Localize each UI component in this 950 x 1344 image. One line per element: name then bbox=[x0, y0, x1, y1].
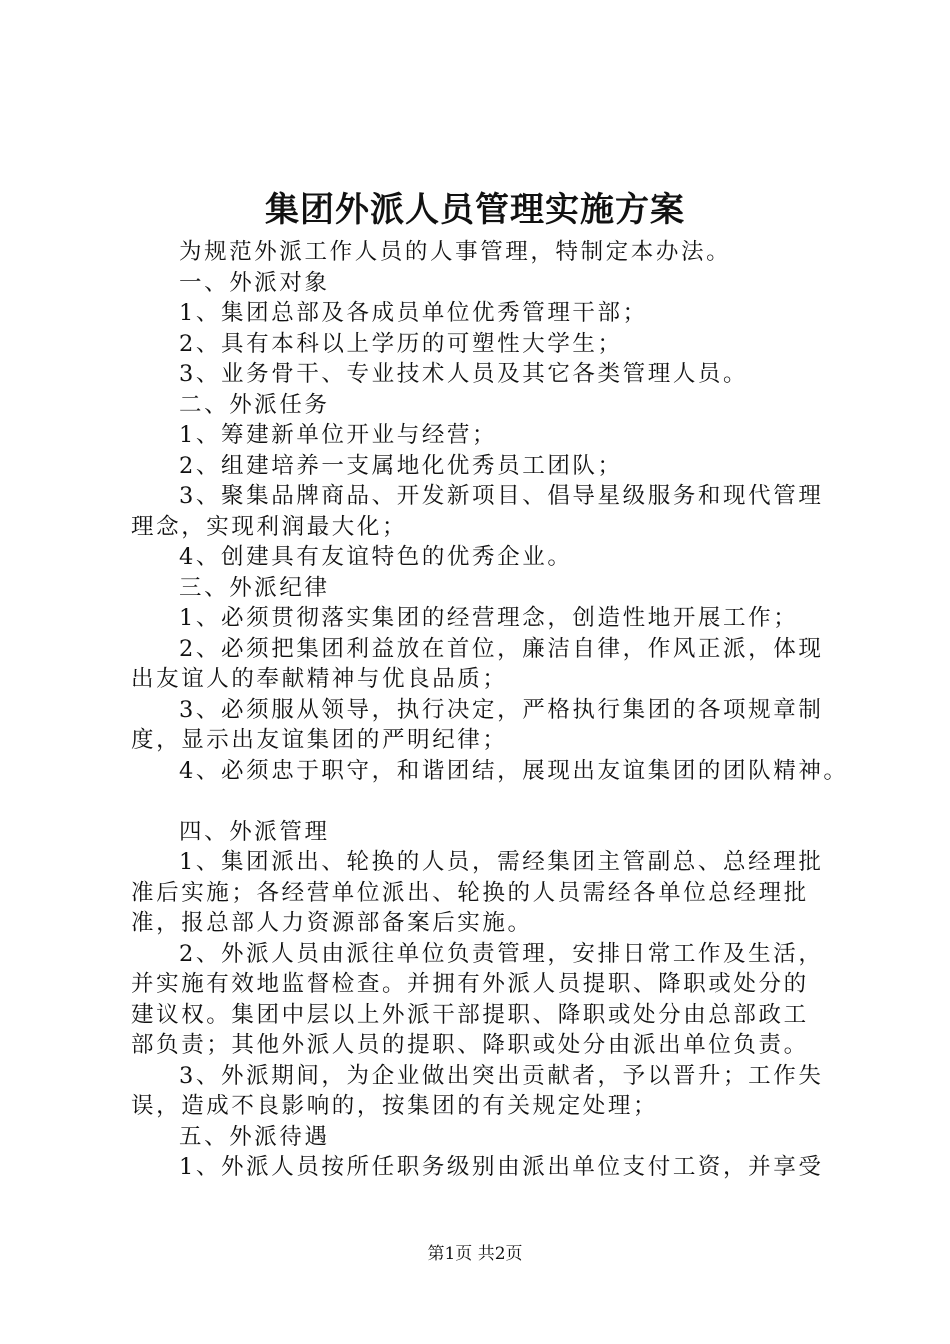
section-heading-discipline: 三、外派纪律 bbox=[179, 574, 330, 601]
paragraph-line: 度，显示出友谊集团的严明纪律； bbox=[131, 727, 508, 753]
paragraph-line: 并实施有效地监督检查。并拥有外派人员提职、降职或处分的 bbox=[131, 971, 809, 997]
blank-line bbox=[131, 786, 836, 817]
paragraph-line: 2、具有本科以上学历的可塑性大学生； bbox=[179, 330, 623, 357]
paragraph-line: 准后实施；各经营单位派出、轮换的人员需经各单位总经理批 bbox=[131, 879, 809, 906]
paragraph-line: 4、创建具有友谊特色的优秀企业。 bbox=[179, 544, 573, 570]
paragraph-line: 出友谊人的奉献精神与优良品质； bbox=[131, 666, 508, 692]
paragraph-line: 部负责；其他外派人员的提职、降职或处分由派出单位负责。 bbox=[131, 1032, 809, 1058]
paragraph-line: 1、外派人员按所任职务级别由派出单位支付工资，并享受 bbox=[179, 1154, 824, 1180]
paragraph-line: 误，造成不良影响的，按集团的有关规定处理； bbox=[131, 1093, 659, 1119]
paragraph-line: 2、组建培养一支属地化优秀员工团队； bbox=[179, 452, 623, 479]
paragraph-line: 理念，实现利润最大化； bbox=[131, 513, 408, 540]
paragraph-line: 1、集团总部及各成员单位优秀管理干部； bbox=[179, 300, 648, 326]
paragraph-line: 2、必须把集团利益放在首位，廉洁自律，作风正派，体现 bbox=[179, 635, 824, 662]
section-heading-benefits: 五、外派待遇 bbox=[179, 1123, 330, 1150]
paragraph-line: 2、外派人员由派往单位负责管理，安排日常工作及生活， bbox=[179, 940, 824, 967]
paragraph-line: 3、必须服从领导，执行决定，严格执行集团的各项规章制 bbox=[179, 696, 824, 723]
paragraph-line: 3、业务骨干、专业技术人员及其它各类管理人员。 bbox=[179, 361, 749, 387]
paragraph-line: 4、必须忠于职守，和谐团结，展现出友谊集团的团队精神。 bbox=[179, 757, 849, 784]
section-heading-targets: 一、外派对象 bbox=[179, 269, 330, 296]
paragraph-line: 建议权。集团中层以上外派干部提职、降职或处分由总部政工 bbox=[131, 1001, 809, 1028]
section-heading-management: 四、外派管理 bbox=[179, 818, 330, 845]
paragraph-line: 3、聚集品牌商品、开发新项目、倡导星级服务和现代管理 bbox=[179, 483, 824, 509]
paragraph-line: 准，报总部人力资源部备案后实施。 bbox=[131, 910, 533, 936]
paragraph-line: 1、集团派出、轮换的人员，需经集团主管副总、总经理批 bbox=[179, 849, 824, 875]
document-title: 集团外派人员管理实施方案 bbox=[265, 190, 685, 230]
page-number: 第1页 共2页 bbox=[427, 1244, 523, 1264]
intro-paragraph: 为规范外派工作人员的人事管理，特制定本办法。 bbox=[179, 239, 732, 265]
document-body bbox=[131, 237, 849, 1183]
paragraph-line: 1、必须贯彻落实集团的经营理念，创造性地开展工作； bbox=[179, 605, 799, 631]
paragraph-line: 1、筹建新单位开业与经营； bbox=[179, 422, 498, 448]
paragraph-line: 3、外派期间，为企业做出突出贡献者，予以晋升；工作失 bbox=[179, 1062, 824, 1089]
section-heading-tasks: 二、外派任务 bbox=[179, 391, 330, 418]
